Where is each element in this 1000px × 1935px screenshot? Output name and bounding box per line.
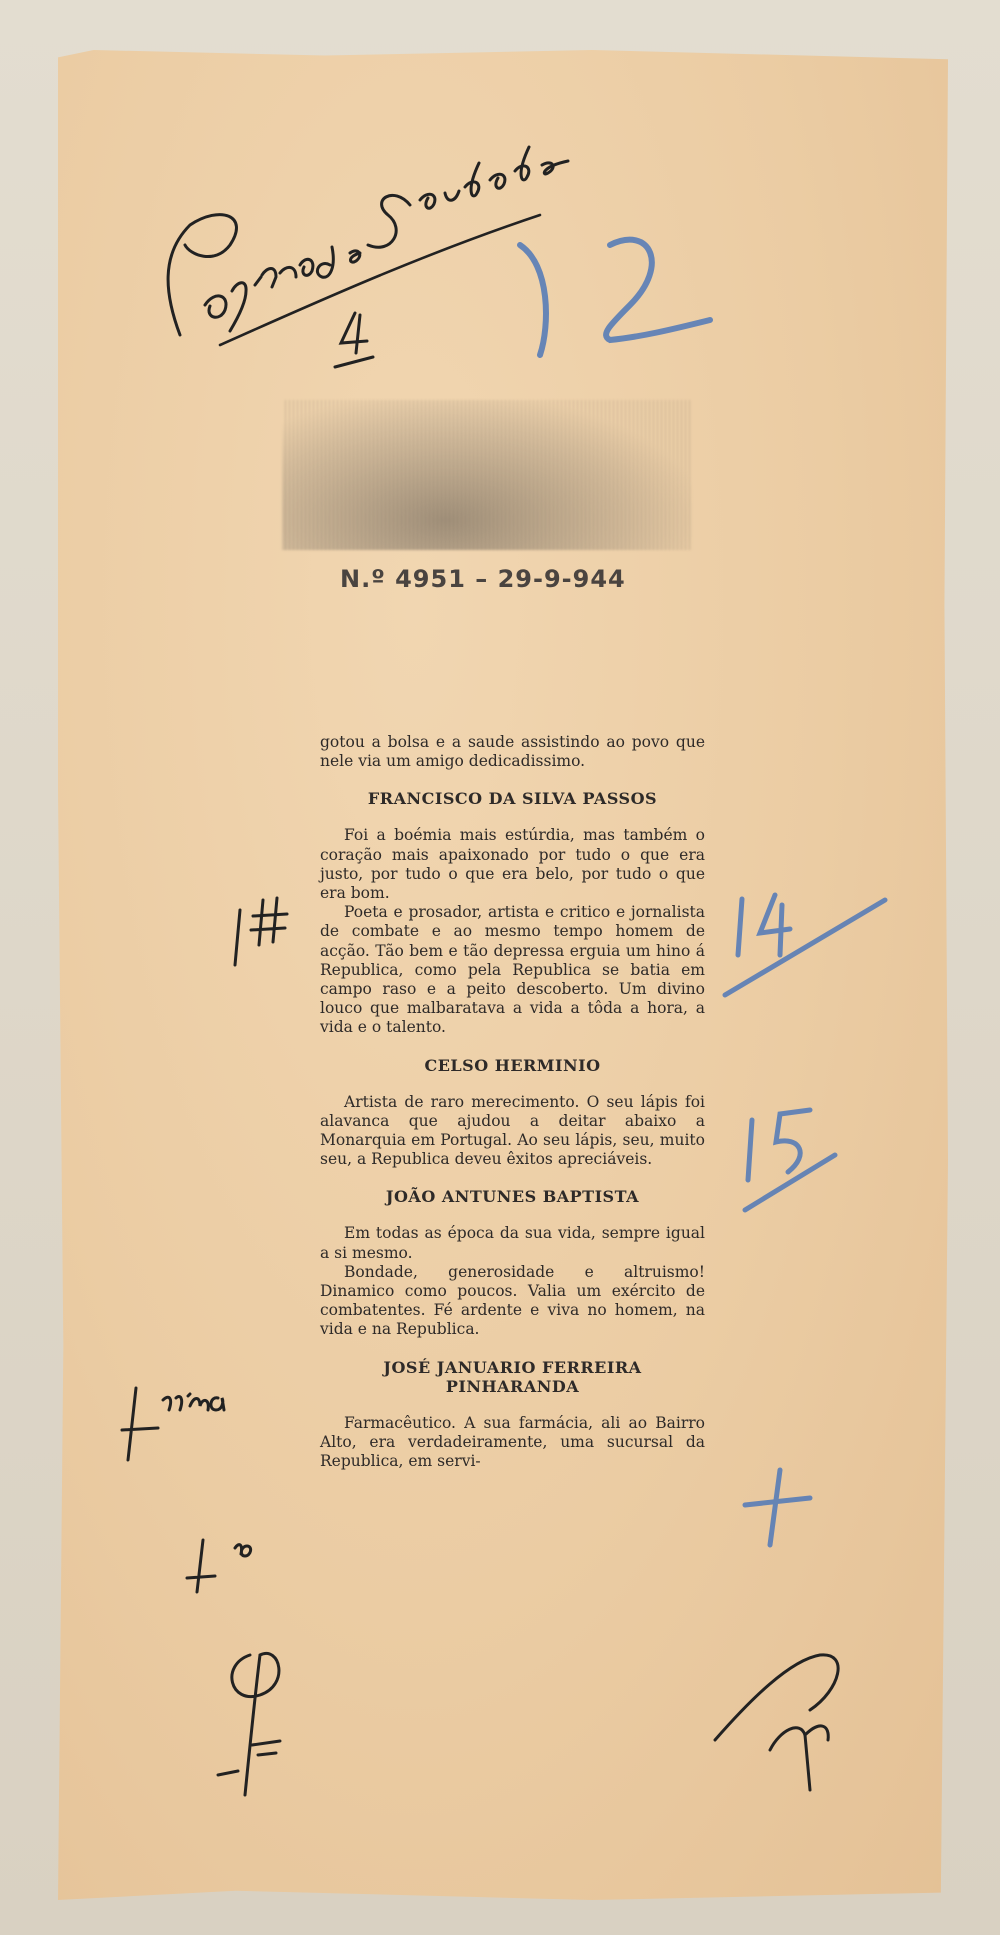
margin-mark-4-ro: [185, 1530, 295, 1600]
issue-number-date: N.º 4951 – 29-9-944: [340, 565, 626, 593]
margin-mark-4-rima: [118, 1370, 278, 1470]
margin-mark-1-hash: [225, 890, 305, 970]
article-intro: gotou a bolsa e a saude assistindo ao povo que nele via um amigo dedicadissimo.: [320, 733, 705, 771]
section-paragraph: Foi a boémia mais estúrdia, mas também o coração mais apaixonado por tudo o que era justo, por tudo o que era belo, por tudo o que era bom.: [320, 826, 705, 903]
section-heading: JOSÉ JANUARIO FERREIRA PINHARANDA: [383, 1357, 642, 1396]
section-paragraph: Poeta e prosador, artista e critico e jornalista de combate e ao mesmo tempo homem de acção. Tão bem e tão depressa erguia um hino á Republica, como pela Republica se batia em campo raso e a peito descoberto. Um divino louco que malbaratava a vida a tôda a hora, a vida e o talento.: [320, 903, 705, 1037]
section-heading: CELSO HERMINIO: [424, 1055, 601, 1075]
printed-masthead-smudge: [282, 400, 692, 550]
section-heading: FRANCISCO DA SILVA PASSOS: [367, 789, 658, 809]
section-heading: JOÃO ANTUNES BAPTISTA: [385, 1187, 640, 1207]
section-paragraph: Em todas as época da sua vida, sempre igual a si mesmo.: [320, 1224, 705, 1262]
blue-pencil-number-15: [740, 1100, 860, 1220]
blue-pencil-number-14: [720, 885, 900, 1005]
article-column: [320, 733, 705, 1471]
section-paragraph: Farmacêutico. A sua farmácia, ali ao Bairro Alto, era verdadeiramente, uma sucursal da Republica, em servi-: [320, 1413, 705, 1471]
section-paragraph: Artista de raro merecimento. O seu lápis foi alavanca que ajudou a deitar abaixo a Monarquia em Portugal. Ao seu lápis, seu, muito seu, a Republica deveu êxitos apreciáveis.: [320, 1092, 705, 1169]
blue-pencil-cross: [740, 1460, 820, 1550]
handwritten-initials-left: [210, 1635, 320, 1805]
section-paragraph: Bondade, generosidade e altruismo! Dinamico como poucos. Valia um exército de combatentes. Fé ardente e viva no homem, na vida e na Republica.: [320, 1262, 705, 1339]
blue-pencil-number-12: [480, 225, 740, 375]
handwritten-initials-right: [710, 1640, 860, 1800]
